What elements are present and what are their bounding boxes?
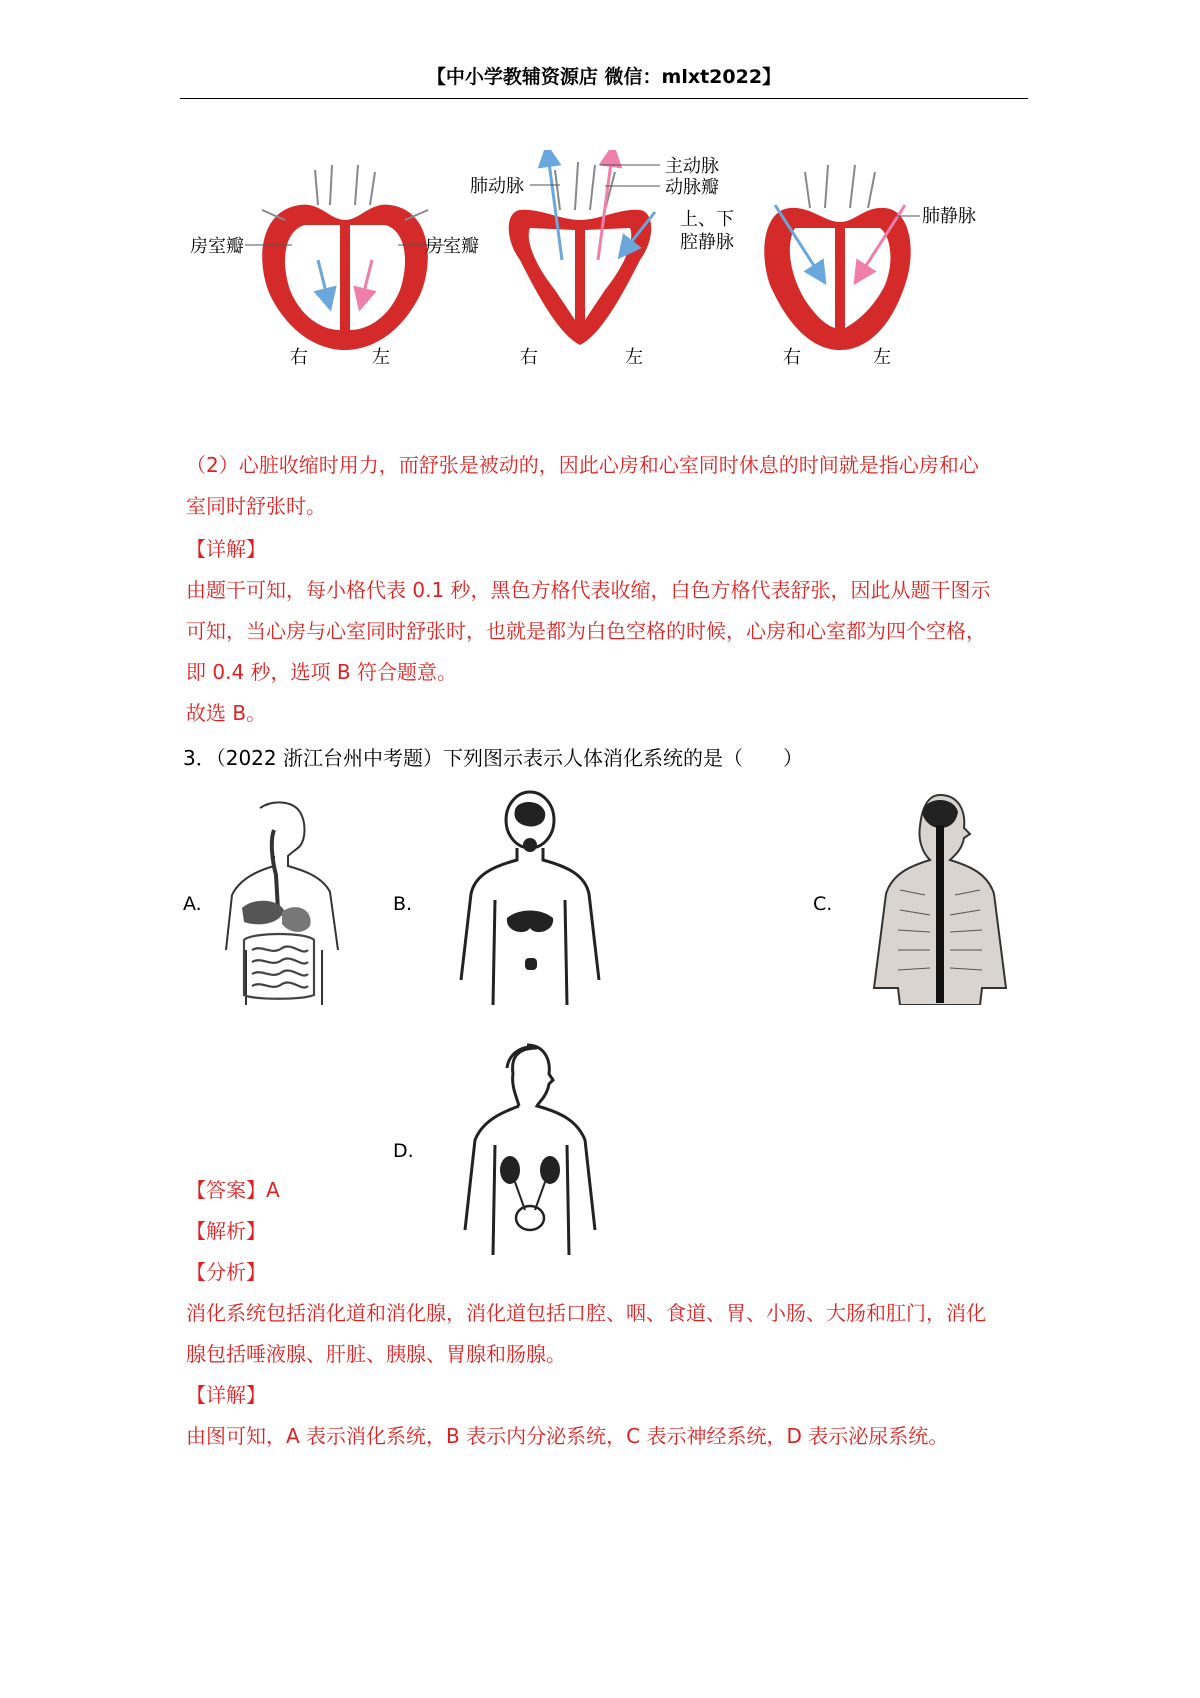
answer3-detail-line: 由图可知，A 表示消化系统，B 表示内分泌系统，C 表示神经系统，D 表示泌尿系统。 bbox=[186, 1424, 949, 1448]
side-left-3: 左 bbox=[873, 347, 891, 368]
label-av-valve-right: 房室瓣 bbox=[425, 236, 479, 257]
side-right-1: 右 bbox=[290, 347, 308, 368]
answer3-analysis-heading: 【解析】 bbox=[186, 1219, 266, 1243]
section2-line: （2）心脏收缩时用力，而舒张是被动的，因此心房和心室同时休息的时间就是指心房和心 bbox=[186, 453, 979, 477]
heart-diagram-figure bbox=[0, 150, 1200, 410]
header-divider bbox=[180, 98, 1028, 99]
heart-diagram-1 bbox=[245, 165, 445, 350]
option-d-label: D. bbox=[393, 1140, 414, 1162]
question3-stem: 3．（2022 浙江台州中考题）下列图示表示人体消化系统的是（ ） bbox=[183, 746, 803, 770]
detail1-conclusion: 故选 B。 bbox=[186, 701, 267, 725]
option-b-label: B. bbox=[393, 893, 413, 915]
page-header: 【中小学教辅资源店 微信：mlxt2022】 bbox=[426, 66, 782, 88]
detail1-block bbox=[186, 529, 1026, 734]
side-left-2: 左 bbox=[625, 347, 643, 368]
label-vena-cava-line2: 腔静脉 bbox=[680, 232, 734, 253]
detail1-line: 可知，当心房与心室同时舒张时，也就是都为白色空格的时候，心房和心室都为四个空格， bbox=[186, 619, 986, 643]
option-a-label: A. bbox=[183, 893, 202, 915]
side-left-1: 左 bbox=[372, 347, 390, 368]
label-pulmonary-artery: 肺动脉 bbox=[470, 176, 524, 197]
section2-line: 室同时舒张时。 bbox=[186, 494, 326, 518]
answer3-fenxi-line: 腺包括唾液腺、肝脏、胰腺、胃腺和肠腺。 bbox=[186, 1342, 566, 1366]
answer3-block bbox=[186, 1170, 1026, 1457]
figure-c-nervous-system bbox=[870, 790, 1010, 1005]
detail1-line: 由题干可知，每小格代表 0.1 秒，黑色方格代表收缩，白色方格代表舒张，因此从题干图示 bbox=[186, 578, 991, 602]
answer3-detail-heading: 【详解】 bbox=[186, 1383, 266, 1407]
answer3-fenxi-heading: 【分析】 bbox=[186, 1260, 266, 1284]
heart-diagram-2 bbox=[509, 155, 660, 345]
label-arterial-valve: 动脉瓣 bbox=[665, 177, 719, 198]
answer3-answer: 【答案】A bbox=[186, 1178, 280, 1202]
detail1-heading: 【详解】 bbox=[186, 537, 266, 561]
figure-b-endocrine-system bbox=[455, 790, 605, 1005]
side-right-2: 右 bbox=[520, 347, 538, 368]
label-av-valve-left: 房室瓣 bbox=[190, 236, 244, 257]
side-right-3: 右 bbox=[783, 347, 801, 368]
label-aorta: 主动脉 bbox=[665, 156, 719, 177]
answer3-fenxi-line: 消化系统包括消化道和消化腺，消化道包括口腔、咽、食道、胃、小肠、大肠和肛门，消化 bbox=[186, 1301, 986, 1325]
section2-paragraph bbox=[186, 445, 1026, 527]
heart-diagram-3 bbox=[764, 165, 920, 350]
label-vena-cava-line1: 上、下 bbox=[680, 209, 734, 230]
option-c-label: C. bbox=[813, 893, 833, 915]
figure-a-digestive-system bbox=[222, 800, 342, 1005]
detail1-line: 即 0.4 秒，选项 B 符合题意。 bbox=[186, 660, 457, 684]
label-pulmonary-vein: 肺静脉 bbox=[922, 206, 976, 227]
